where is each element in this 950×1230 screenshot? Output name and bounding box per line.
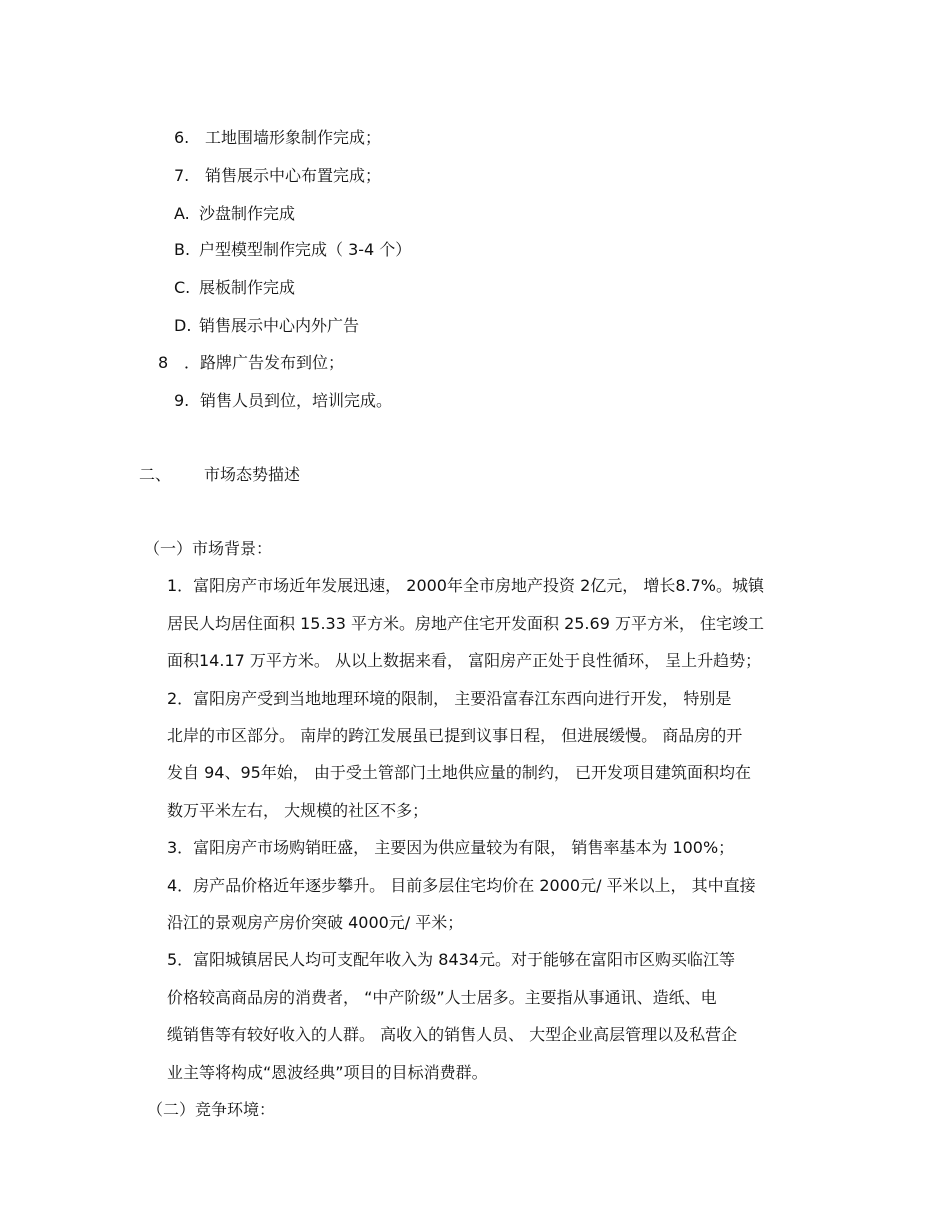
subsection-heading: （一）市场背景： xyxy=(144,539,273,558)
list-item-number: 7. xyxy=(174,166,190,185)
body-line: 北岸的市区部分。 南岸的跨江发展虽已提到议事日程， 但进展缓慢。 商品房的开 xyxy=(167,726,743,745)
body-line: 5．富阳城镇居民人均可支配年收入为 8434元。对于能够在富阳市区购买临江等 xyxy=(167,950,735,969)
list-item-text: ．路牌广告发布到位； xyxy=(184,353,345,372)
body-line: 4．房产品价格近年逐步攀升。 目前多层住宅均价在 2000元/ 平米以上， 其中直接 xyxy=(167,876,756,895)
body-line: 3．富阳房产市场购销旺盛， 主要因为供应量较为有限， 销售率基本为 100%； xyxy=(167,838,735,857)
body-line: 数万平米左右， 大规模的社区不多； xyxy=(167,801,429,820)
list-item-number: 8 xyxy=(158,353,169,372)
body-line: 缆销售等有较好收入的人群。 高收入的销售人员、 大型企业高层管理以及私营企 xyxy=(167,1025,738,1044)
list-item xyxy=(174,240,411,260)
list-item-number: A. xyxy=(174,204,190,223)
list-item xyxy=(174,278,295,298)
subsection-heading: （二）竞争环境： xyxy=(147,1100,276,1119)
list-item-text: 工地围墙形象制作完成； xyxy=(205,128,382,147)
body-line: 2．富阳房产受到当地地理环境的限制， 主要沿富春江东西向进行开发， 特别是 xyxy=(167,689,732,708)
body-line: 1．富阳房产市场近年发展迅速， 2000年全市房地产投资 2亿元， 增长8.7%。城镇 xyxy=(167,576,764,595)
list-item xyxy=(174,166,381,186)
list-item-text: 沙盘制作完成 xyxy=(199,204,296,223)
list-item-number: D. xyxy=(174,316,192,335)
body-line: 居民人均居住面积 15.33 平方米。房地产住宅开发面积 25.69 万平方米， 住宅竣工 xyxy=(167,614,765,633)
body-line: 业主等将构成“恩波经典”项目的目标消费群。 xyxy=(167,1063,488,1082)
list-item xyxy=(174,204,295,224)
list-item-number: B. xyxy=(174,240,191,259)
section-number: 二、 xyxy=(139,465,172,484)
list-item-text: 销售展示中心布置完成； xyxy=(205,166,382,185)
list-item-text: 户型模型制作完成（ 3-4 个） xyxy=(199,240,412,259)
list-item-number: 6. xyxy=(174,128,190,147)
body-line: 沿江的景观房产房价突破 4000元/ 平米； xyxy=(167,913,464,932)
body-line: 发自 94、95年始， 由于受土管部门土地供应量的制约， 已开发项目建筑面积均在 xyxy=(167,763,751,782)
list-item xyxy=(174,128,381,148)
list-item-text: 销售展示中心内外广告 xyxy=(199,316,360,335)
list-item-number: C. xyxy=(174,278,191,297)
list-item-text: 销售人员到位，培训完成。 xyxy=(200,391,393,410)
body-line: 面积14.17 万平方米。 从以上数据来看， 富阳房产正处于良性循环， 呈上升趋势； xyxy=(167,651,762,670)
section-heading xyxy=(139,465,300,485)
list-item-number: 9. xyxy=(174,391,190,410)
list-item xyxy=(174,391,392,411)
section-title: 市场态势描述 xyxy=(204,465,301,484)
list-item xyxy=(174,316,359,336)
list-item xyxy=(158,353,344,373)
list-item-text: 展板制作完成 xyxy=(199,278,296,297)
body-line: 价格较高商品房的消费者， “中产阶级”人士居多。主要指从事通讯、造纸、电 xyxy=(167,988,717,1007)
